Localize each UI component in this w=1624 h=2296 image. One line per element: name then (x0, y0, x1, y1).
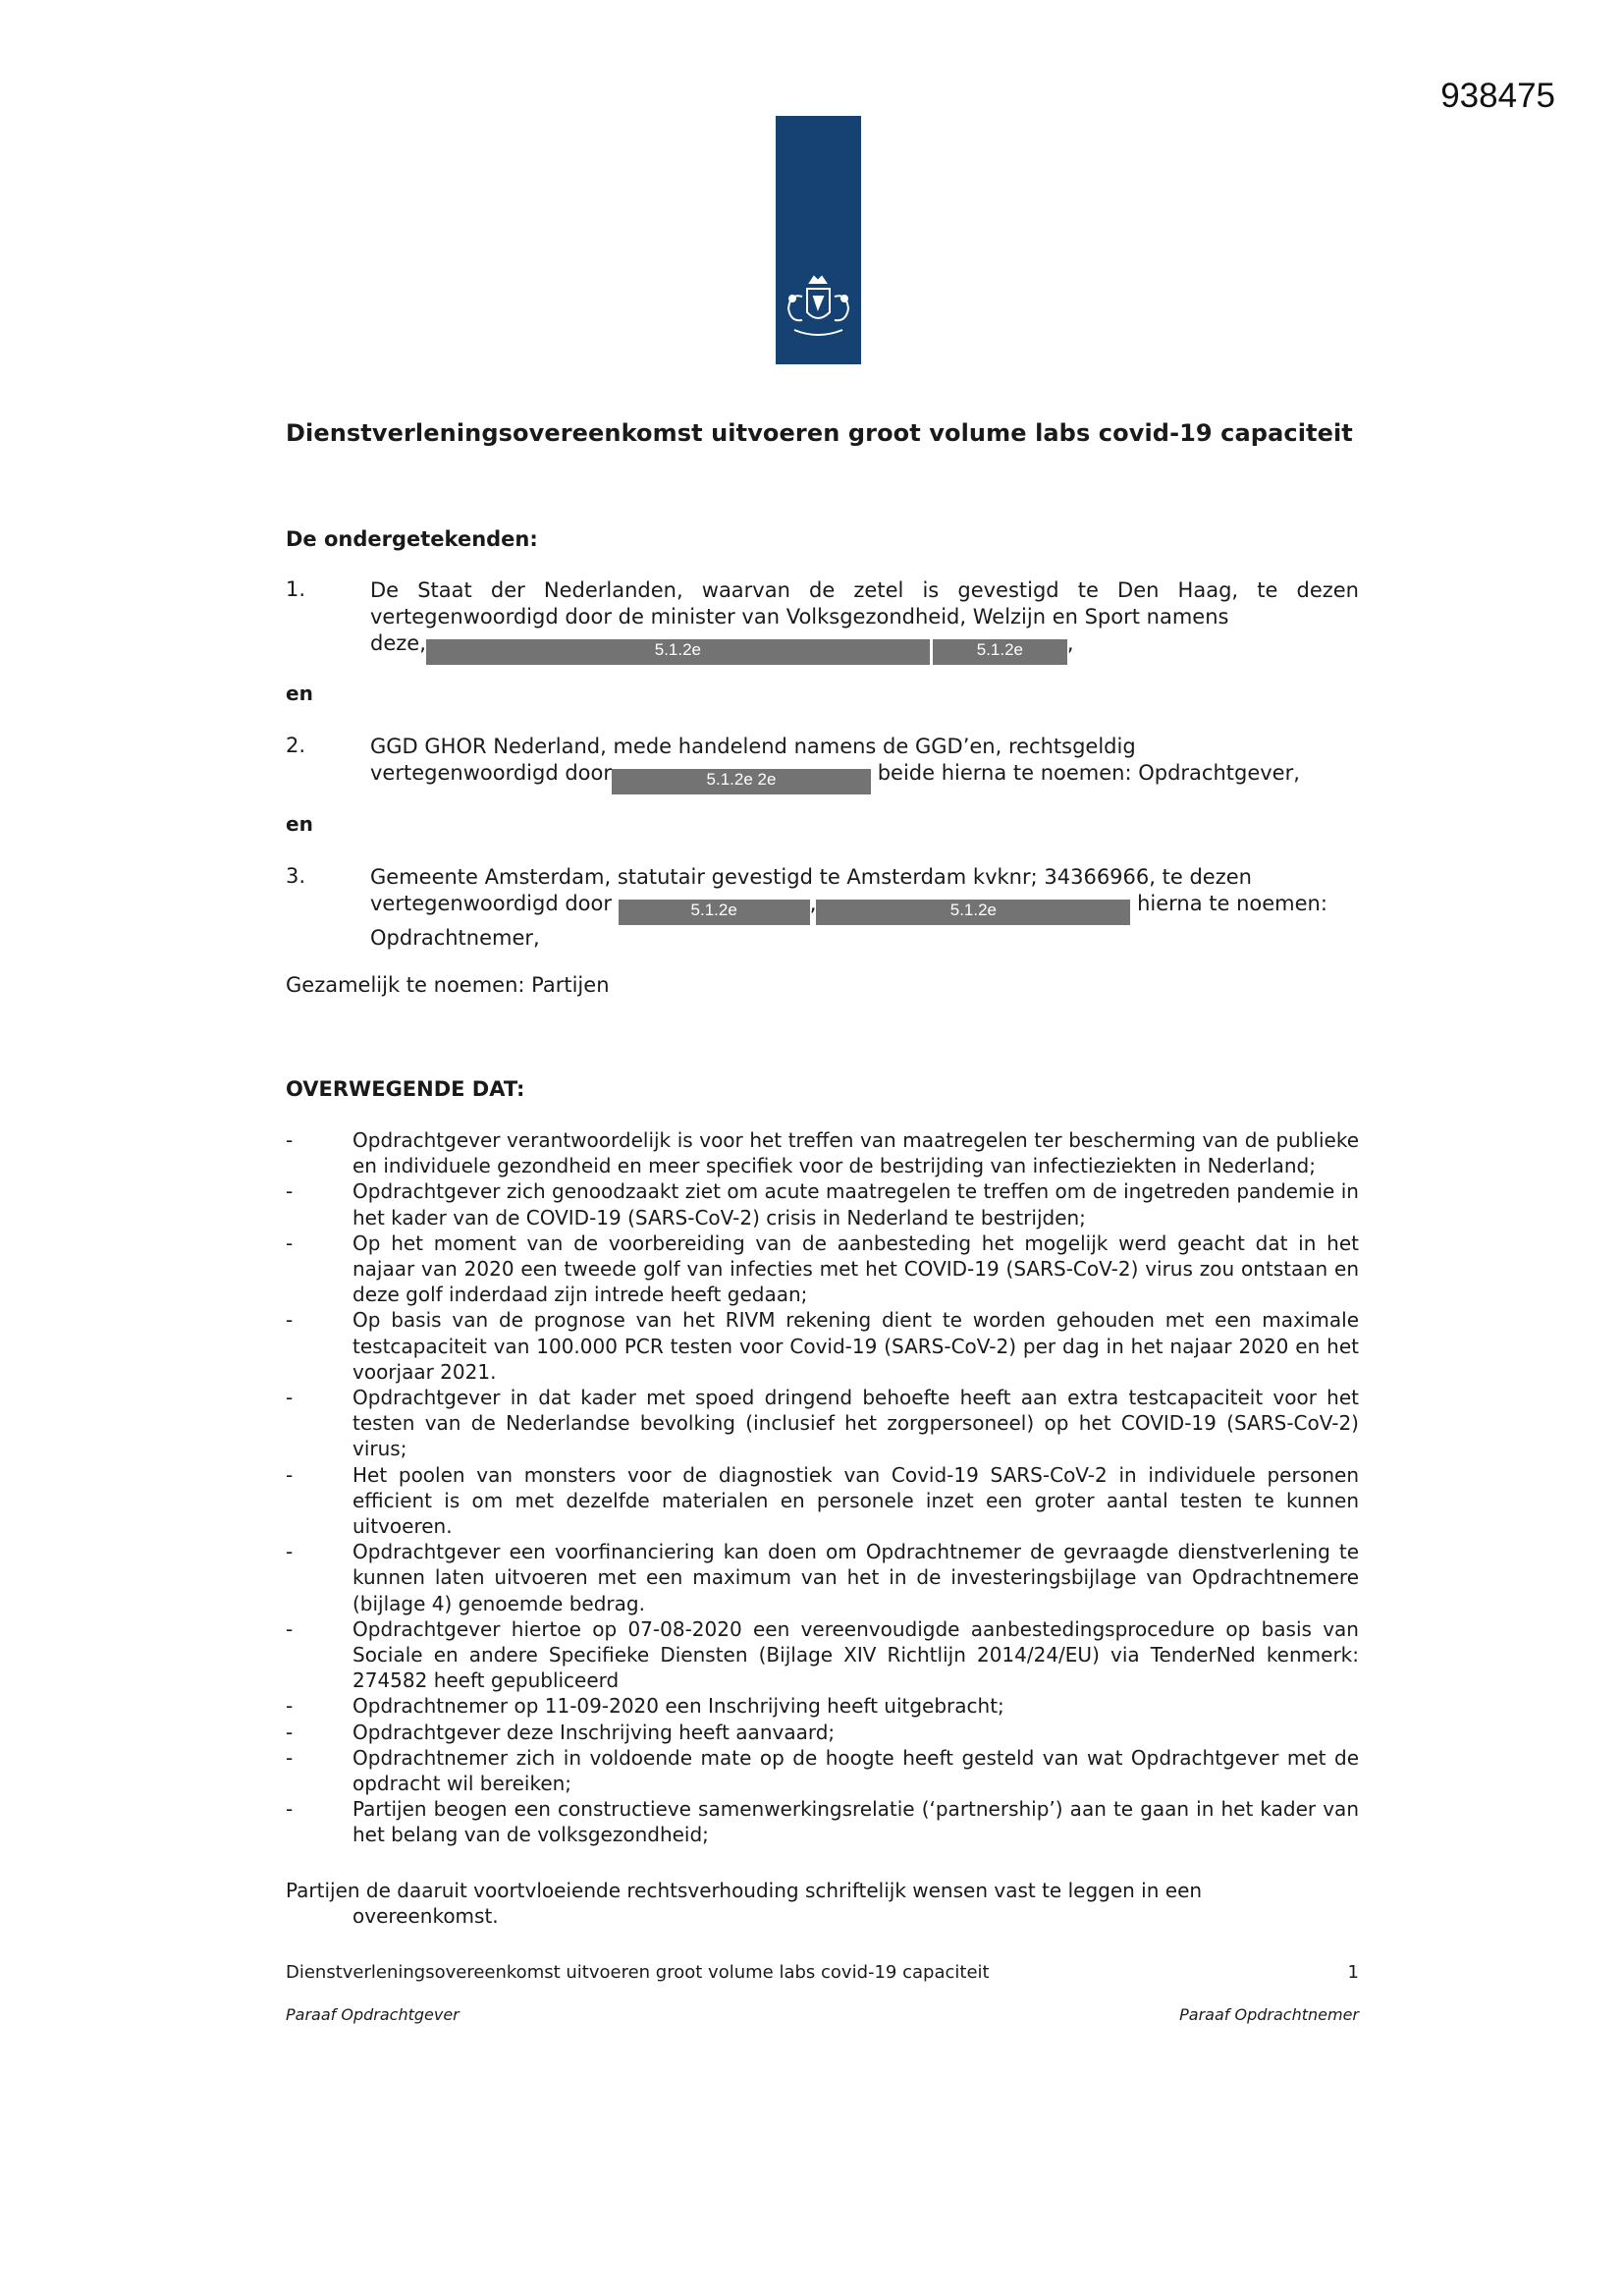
redaction-box: 5.1.2e (619, 900, 810, 925)
party-3-number: 3. (286, 864, 306, 888)
rijksoverheid-logo (776, 116, 861, 364)
party-3-line2-prefix: vertegenwoordigd door (370, 892, 612, 915)
closing-line-1: Partijen de daaruit voortvloeiende rechtsverhouding schriftelijk wensen vast te leggen in een (286, 1879, 1203, 1902)
list-item: - Opdrachtgever deze Inschrijving heeft aanvaard; (286, 1720, 836, 1744)
footer-title: Dienstverleningsovereenkomst uitvoeren groot volume labs covid-19 capaciteit (286, 1962, 990, 1983)
party-3-separator: , (809, 892, 817, 915)
party-1-line2-suffix: , (1066, 631, 1074, 655)
list-item: - Opdrachtnemer zich in voldoende mate op de hoogte heeft gesteld van wat Opdrachtgever met de opdracht wil bereiken; (286, 1745, 1359, 1796)
page-number: 1 (1347, 1962, 1359, 1983)
conjunction-en: en (286, 812, 313, 836)
party-3-line1: Gemeente Amsterdam, statutair gevestigd te Amsterdam kvknr; 34366966, te dezen (370, 865, 1252, 889)
party-3-text (370, 864, 1359, 952)
list-item: - Opdrachtgever verantwoordelijk is voor het treffen van maatregelen ter bescherming van de publieke en individuele gezondheid en meer specifiek voor de bestrijding van infectieziekten in Nederland; (286, 1128, 1359, 1178)
signatories-heading: De ondergetekenden: (286, 527, 538, 551)
redaction-box: 5.1.2e (426, 639, 930, 665)
party-2-number: 2. (286, 734, 306, 757)
conjunction-en: en (286, 682, 313, 705)
list-item: - Opdrachtgever in dat kader met spoed dringend behoefte heeft aan extra testcapaciteit voor het testen van de Nederlandse bevolking (inclusief het zorgpersoneel) op het COVID-19 (SARS-CoV-2) virus; (286, 1386, 1359, 1461)
party-2-text (370, 734, 1359, 794)
document-number: 938475 (1440, 77, 1555, 115)
coat-of-arms-icon (781, 275, 856, 342)
collective-name: Gezamelijk te noemen: Partijen (286, 973, 610, 997)
list-item: - Opdrachtgever zich genoodzaakt ziet om acute maatregelen te treffen om de ingetreden pandemie in het kader van de COVID-19 (SARS-CoV-2) crisis in Nederland te bestrijden; (286, 1179, 1359, 1230)
party-2-line2-suffix: beide hierna te noemen: Opdrachtgever, (877, 761, 1300, 785)
considering-heading: OVERWEGENDE DAT: (286, 1077, 525, 1101)
paraaf-opdrachtgever: Paraaf Opdrachtgever (286, 2005, 460, 2024)
document-title: Dienstverleningsovereenkomst uitvoeren groot volume labs covid-19 capaciteit (286, 419, 1353, 447)
list-item: - Opdrachtgever hiertoe op 07-08-2020 een vereenvoudigde aanbestedingsprocedure op basis van Sociale en andere Specifieke Diensten (Bijlage XIV Richtlijn 2014/24/EU) via TenderNed kenmerk: 274582 heeft gepubliceerd (286, 1616, 1359, 1693)
closing-statement (286, 1878, 1359, 1929)
paraaf-opdrachtnemer: Paraaf Opdrachtnemer (1179, 2005, 1359, 2024)
party-2-line2-prefix: vertegenwoordigd door (370, 761, 612, 785)
party-1-line1: De Staat der Nederlanden, waarvan de zetel is gevestigd te Den Haag, te dezen vertegenwoordigd door de minister van Volksgezondheid, Welzijn en Sport namens (370, 578, 1359, 629)
party-1-number: 1. (286, 577, 306, 601)
list-item: - Op het moment van de voorbereiding van de aanbesteding het mogelijk werd geacht dat in het najaar van 2020 een tweede golf van infecties met het COVID-19 (SARS-CoV-2) virus zou ontstaan en deze golf inderdaad zijn intrede heeft gedaan; (286, 1230, 1359, 1307)
party-2-line1: GGD GHOR Nederland, mede handelend namens de GGD’en, rechtsgeldig (370, 735, 1136, 758)
list-item: - Het poolen van monsters voor de diagnostiek van Covid-19 SARS-CoV-2 in individuele personen efficient is om met dezelfde materialen en personele inzet een groter aantal testen te kunnen uitvoeren. (286, 1462, 1359, 1539)
party-3-line3: Opdrachtnemer, (370, 926, 540, 950)
party-3-line2-suffix: hierna te noemen: (1137, 892, 1327, 915)
redaction-box: 5.1.2e 2e (612, 769, 871, 794)
redaction-box: 5.1.2e (933, 639, 1067, 665)
closing-line-2: overeenkomst. (352, 1904, 499, 1929)
party-1-line2-prefix: deze, (370, 631, 426, 655)
page-footer (286, 1962, 1359, 1983)
list-item: - Opdrachtgever een voorfinanciering kan doen om Opdrachtnemer de gevraagde dienstverlening te kunnen laten uitvoeren met een maximum van het in de investeringsbijlage van Opdrachtnemere (bijlage 4) genoemde bedrag. (286, 1540, 1359, 1615)
redaction-box: 5.1.2e (816, 900, 1130, 925)
list-item: - Op basis van de prognose van het RIVM rekening dient te worden gehouden met een maximale testcapaciteit van 100.000 PCR testen voor Covid-19 (SARS-CoV-2) per dag in het najaar 2020 en het voorjaar 2021. (286, 1308, 1359, 1384)
list-item: - Opdrachtnemer op 11-09-2020 een Inschrijving heeft uitgebracht; (286, 1694, 1004, 1719)
party-1-text (370, 577, 1359, 665)
list-item: - Partijen beogen een constructieve samenwerkingsrelatie (‘partnership’) aan te gaan in het kader van het belang van de volksgezondheid; (286, 1797, 1359, 1847)
considerations-list (286, 1127, 1359, 1848)
